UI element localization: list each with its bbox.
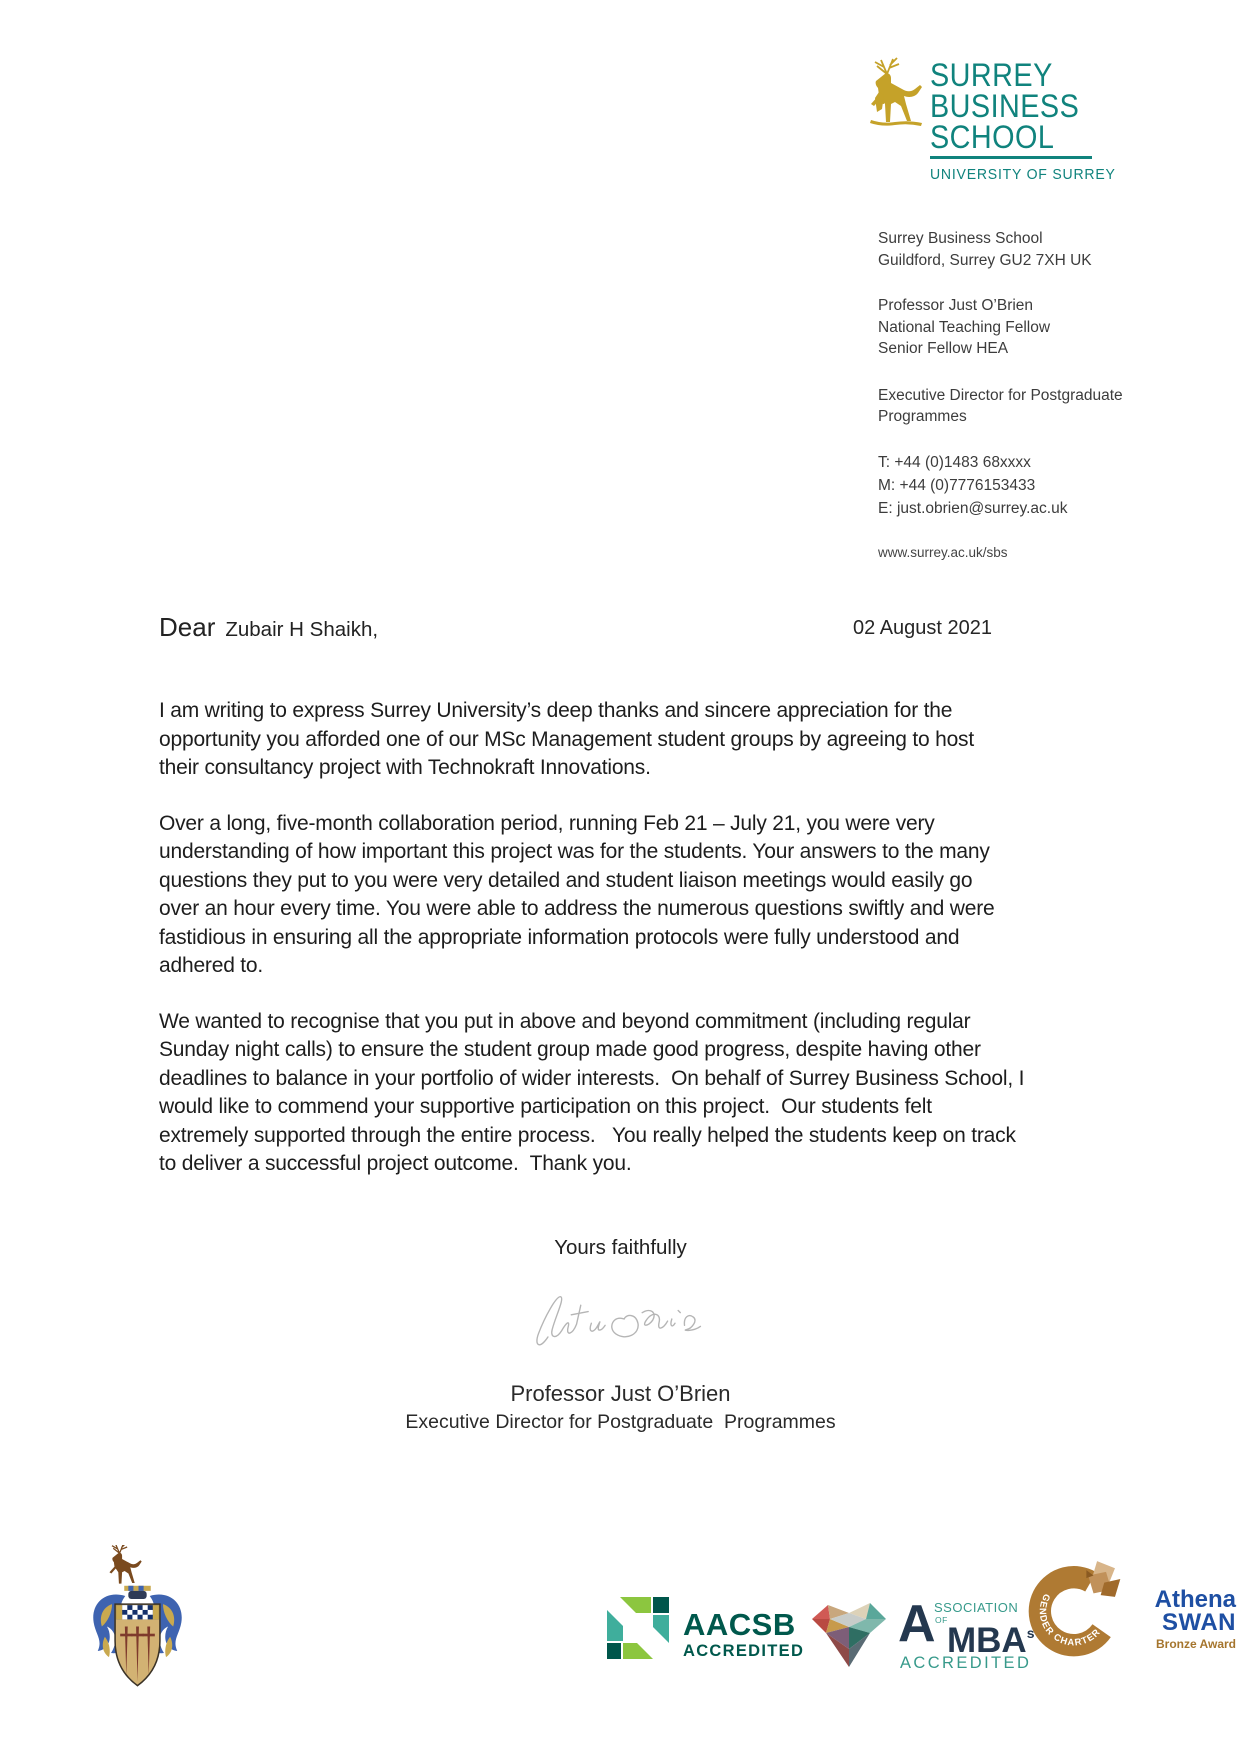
logo-divider xyxy=(930,156,1092,159)
university-crest xyxy=(80,1545,195,1703)
amba-of-label: OF xyxy=(935,1615,948,1625)
recipient-name: Zubair H Shaikh, xyxy=(225,618,379,641)
letter-date: 02 August 2021 xyxy=(853,617,993,639)
aacsb-accreditation-logo xyxy=(607,1597,804,1661)
logo-line: SURREY xyxy=(930,57,1053,93)
phone-line: T: +44 (0)1483 68xxxx xyxy=(878,453,1031,471)
amba-wordmark xyxy=(898,1592,1034,1674)
surrey-stag-icon xyxy=(866,56,926,132)
body-line: opportunity you afforded one of our MSc Management student groups by agreeing to host xyxy=(159,727,974,751)
body-line: Sunday night calls) to ensure the student group made good progress, despite having other xyxy=(159,1038,981,1061)
university-of-surrey-label: UNIVERSITY OF SURREY xyxy=(930,167,1116,183)
closing-phrase: Yours faithfully xyxy=(554,1236,687,1259)
amba-accreditation-logo xyxy=(806,1592,1034,1674)
amba-association-label: SSOCIATION xyxy=(934,1600,1019,1615)
handwritten-signature xyxy=(531,1284,711,1354)
body-line: over an hour every time. You were able to address the numerous questions swiftly and were xyxy=(159,897,995,920)
aacsb-accredited-label: ACCREDITED xyxy=(683,1642,805,1660)
mobile-line: M: +44 (0)7776153433 xyxy=(878,476,1036,494)
body-line: adhered to. xyxy=(159,954,264,977)
logo-line: BUSINESS xyxy=(930,88,1080,124)
sender-role: Executive Director for Postgraduate Programmes xyxy=(878,386,1123,425)
email-line: E: just.obrien@surrey.ac.uk xyxy=(878,499,1068,517)
amba-letter-a: A xyxy=(898,1595,936,1653)
surrey-business-school-logo xyxy=(930,57,1096,155)
salutation xyxy=(159,612,378,643)
paragraph-1 xyxy=(159,697,1024,783)
body-line: fastidious in ensuring all the appropriate information protocols were fully understood and xyxy=(159,925,960,949)
signature-area xyxy=(0,1284,1241,1359)
logo-line: SCHOOL xyxy=(930,119,1055,155)
paragraph-3 xyxy=(159,1008,1024,1179)
website-url: www.surrey.ac.uk/sbs xyxy=(878,544,1008,560)
body-line: would like to commend your supportive participation on this project. Our students felt xyxy=(159,1095,932,1118)
athena-label: Athena xyxy=(1154,1586,1236,1613)
athena-swan-wordmark xyxy=(1136,1588,1236,1651)
body-line: understanding of how important this project was for the students. Your answers to the many xyxy=(159,840,990,863)
sender-line: National Teaching Fellow xyxy=(878,318,1051,336)
amba-s-superscript: s xyxy=(1026,1625,1035,1641)
athena-swan-charter-icon xyxy=(1022,1552,1140,1674)
signatory-title: Executive Director for Postgraduate Programmes xyxy=(405,1411,836,1433)
signatory-name: Professor Just O’Brien xyxy=(510,1381,731,1406)
sender-details xyxy=(878,295,1150,360)
body-line: their consultancy project with Technokraft Innovations. xyxy=(159,756,651,779)
aacsb-name: AACSB xyxy=(683,1607,796,1642)
swan-label: SWAN xyxy=(1162,1609,1236,1636)
address-line: Surrey Business School xyxy=(878,230,1043,247)
bronze-award-label: Bronze Award xyxy=(1155,1637,1236,1651)
amba-mba-label: MBA$^s$ xyxy=(947,1621,1035,1660)
contact-lines xyxy=(878,451,1150,520)
body-line: questions they put to you were very detailed and student liaison meetings would easily go xyxy=(159,868,973,892)
amba-accredited-label: ACCREDITED xyxy=(900,1654,1032,1672)
paragraph-2 xyxy=(159,810,1024,981)
body-line: I am writing to express Surrey University’s deep thanks and sincere appreciation for the xyxy=(159,699,953,722)
letterhead-contact-block xyxy=(878,228,1150,563)
body-line: Over a long, five-month collaboration period, running Feb 21 – July 21, you were very xyxy=(159,811,935,835)
crest-stag xyxy=(109,1545,141,1584)
amba-diamond-icon xyxy=(806,1592,892,1674)
body-line: deadlines to balance in your portfolio of wider interests. On behalf of Surrey Business School, I xyxy=(159,1066,1025,1090)
body-line: to deliver a successful project outcome. Thank you. xyxy=(159,1152,632,1175)
body-line: We wanted to recognise that you put in above and beyond commitment (including regular xyxy=(159,1009,971,1033)
salutation-prefix: Dear xyxy=(159,612,216,642)
sender-name: Professor Just O’Brien xyxy=(878,297,1034,314)
gender-charter-curved-label: GENDER CHARTER xyxy=(1037,1592,1103,1648)
letter-body xyxy=(159,697,1024,1206)
address-line: Guildford, Surrey GU2 7XH UK xyxy=(878,251,1092,269)
sender-line: Senior Fellow HEA xyxy=(878,340,1009,357)
body-line: extremely supported through the entire process. You really helped the students keep on track xyxy=(159,1123,1016,1147)
aacsb-mark-icon xyxy=(607,1597,669,1659)
aacsb-wordmark xyxy=(683,1609,804,1661)
school-address xyxy=(878,228,1150,271)
